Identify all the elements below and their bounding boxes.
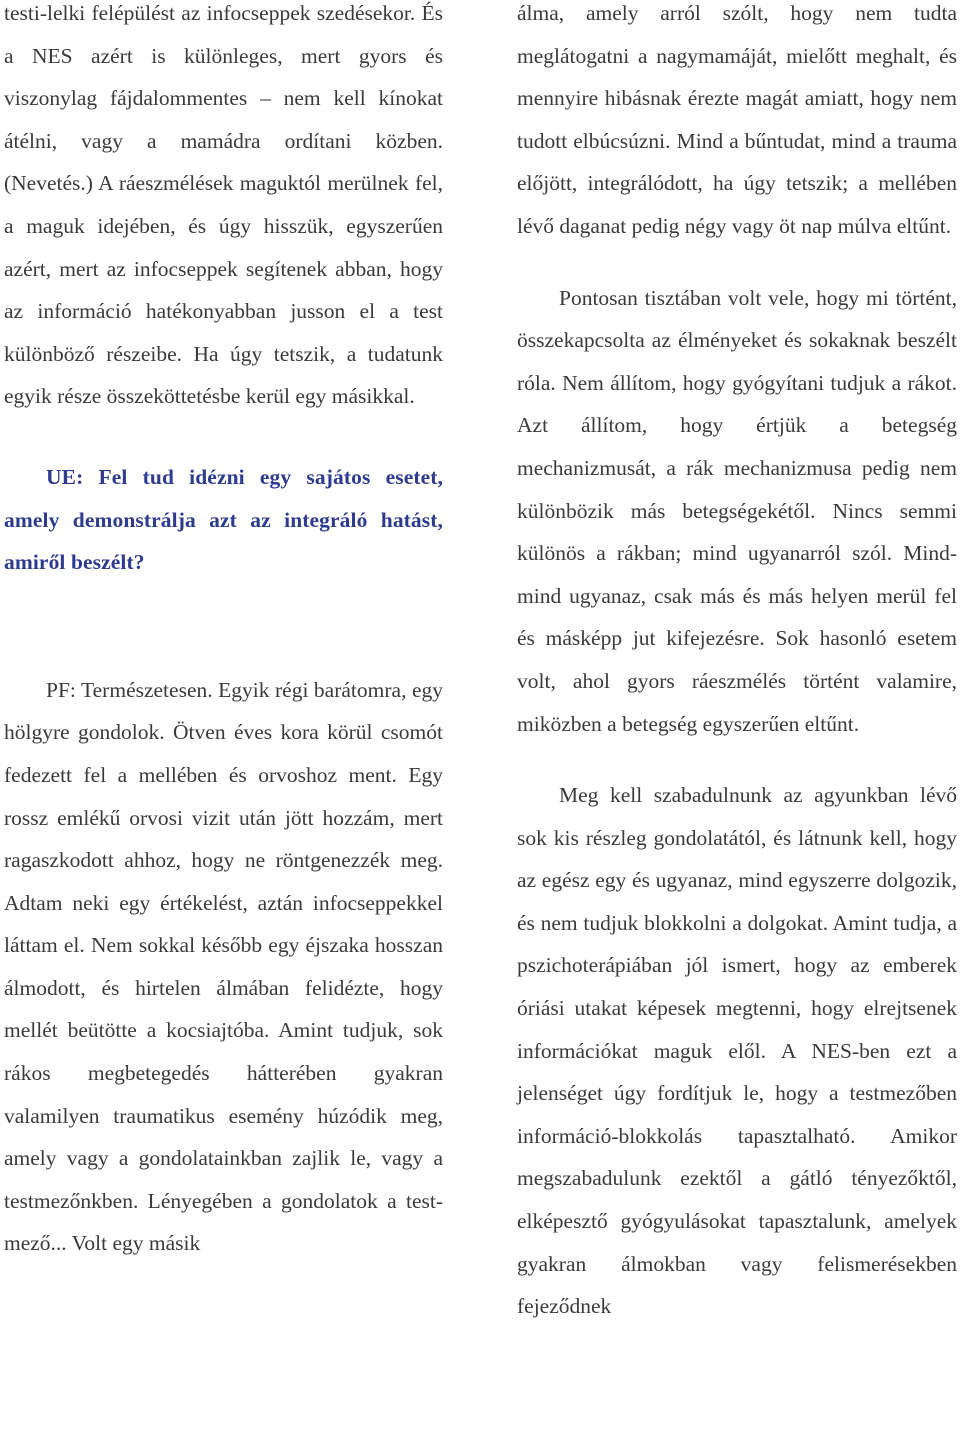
paragraph-continued: álma, amely arról szólt, hogy nem tudta meglátogatni a nagymamáját, mielőtt meghalt, és mennyire hibásnak érezte magát amiatt, hogy nem tudott elbúcsúzni. Mind a bűntudat, mind a trauma előjött, integrálódott, ha úgy tetszik; a mellében lévő daganat pedig négy vagy öt nap múlva eltűnt. <box>517 1 957 238</box>
right-column <box>517 0 957 1328</box>
left-column <box>4 0 443 1265</box>
interview-question: UE: Fel tud idézni egy sajátos esetet, amely demonstrálja azt az integráló hatást, amiről beszélt? <box>4 464 443 575</box>
paragraph: Pontosan tisztában volt vele, hogy mi történt, összekapcsolta az élményeket és sokaknak beszélt róla. Nem állítom, hogy gyógyítani tudjuk a rákot. Azt állítom, hogy értjük a betegség mechanizmusát, a rák mechanizmusa pedig nem különbözik más betegségekétől. Nincs semmi különös a rákban; mind ugyanarról szól. Mind-mind ugyanaz, csak más és más helyen merül fel és másképp jut kifejezésre. Sok hasonló esetem volt, ahol gyors ráeszmélés történt valamire, miközben a betegség egyszerűen eltűnt. <box>517 285 957 736</box>
paragraph-spacer <box>517 745 957 774</box>
paragraph-spacer <box>517 248 957 277</box>
interview-answer: PF: Természetesen. Egyik régi barátomra, egy hölgyre gondolok. Ötven éves kora körül csomót fedezett fel a mellében és orvoshoz ment. Egy rossz emlékű orvosi vizit után jött hozzám, mert ragaszkodott ahhoz, hogy ne röntgenezzék meg. Adtam neki egy értékelést, aztán infocseppekkel láttam el. Nem sokkal később egy éjszaka hosszan álmodott, és hirtelen álmában felidézte, hogy mellét beütötte a kocsiajtóba. Amint tudjuk, sok rákos megbetegedés hátterében gyakran valamilyen traumatikus esemény húzódik meg, amely vagy a gondolatainkban zajlik le, vagy a testmezőnkben. Lényegében a gondolatok a test-mező... Volt egy másik <box>4 677 443 1256</box>
paragraph: Meg kell szabadulnunk az agyunkban lévő sok kis részleg gondolatától, és látnunk kell, hogy az egész egy és ugyanaz, mind egyszerre dolgozik, és nem tudjuk blokkolni a dolgokat. Amint tudja, a pszichoterápiában jól ismert, hogy az emberek óriási utakat képesek megtenni, hogy elrejtsenek információkat maguk elől. A NES-ben ezt a jelenséget úgy fordítjuk le, hogy a testmezőben információ-blokkolás tapasztalható. Amikor megszabadulunk ezektől a gátló tényezőktől, elképesztő gyógyulásokat tapasztalunk, amelyek gyakran álmokban vagy felismerésekben fejeződnek <box>517 783 957 1319</box>
paragraph-spacer <box>4 418 443 456</box>
paragraph-spacer <box>4 584 443 669</box>
paragraph-continued: testi-lelki felépülést az infocseppek szedésekor. És a NES azért is különleges, mert gyors és viszonylag fájdalommentes – nem kell kínokat átélni, vagy a mamádra ordítani közben. (Nevetés.) A ráeszmélések maguktól merülnek fel, a maguk idejében, és úgy hisszük, egyszerűen azért, mert az infocseppek segítenek abban, hogy az információ hatékonyabban jusson el a test különböző részeibe. Ha úgy tetszik, a tudatunk egyik része összeköttetésbe kerül egy másikkal. <box>4 1 443 409</box>
